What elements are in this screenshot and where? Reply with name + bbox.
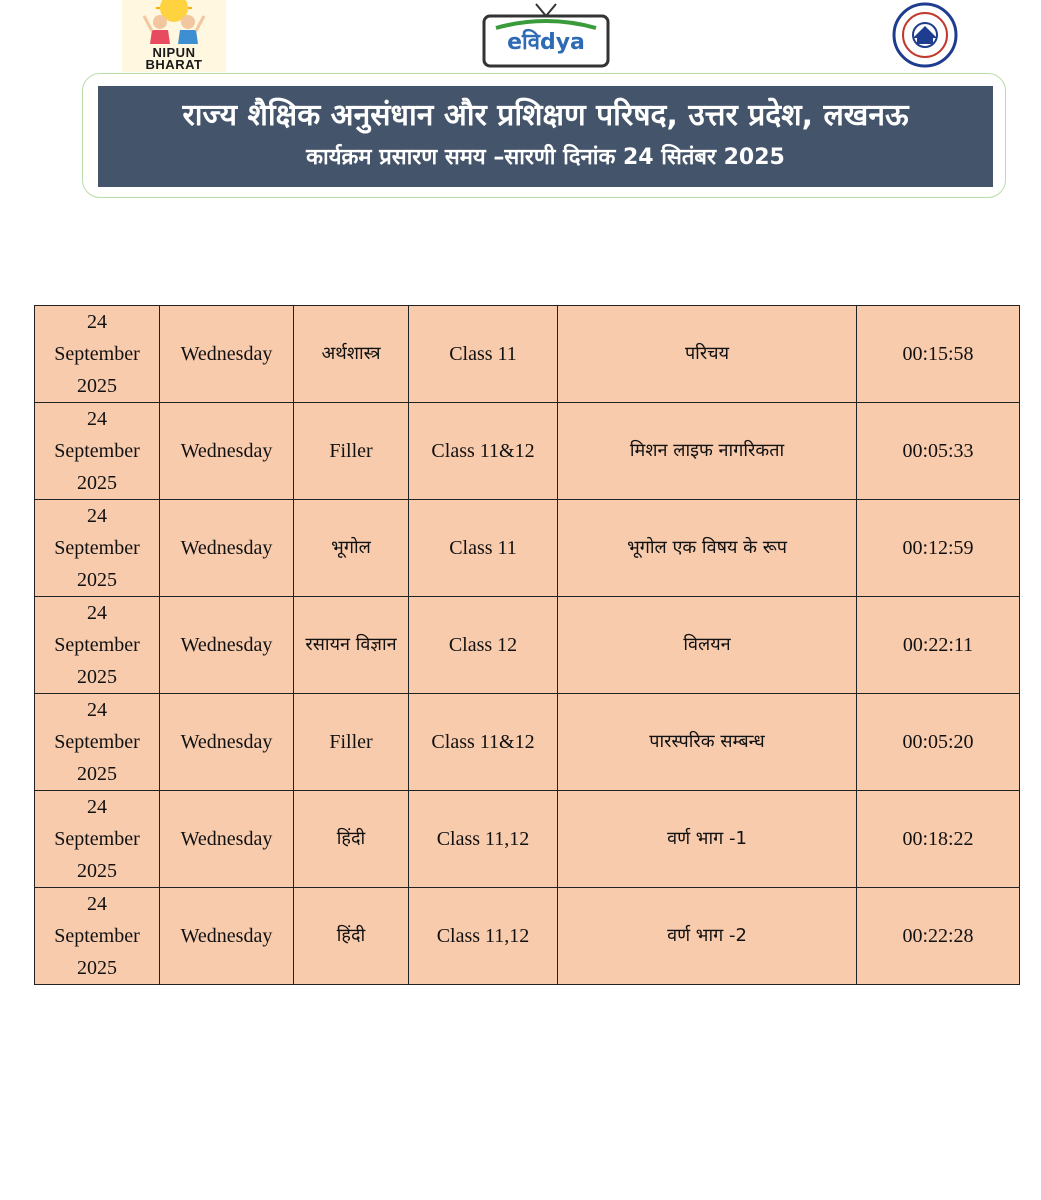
date-cell	[35, 500, 160, 597]
date-day: 24	[87, 796, 107, 818]
topic-cell: वर्ण भाग -1	[558, 791, 857, 888]
subject-cell: भूगोल	[294, 500, 409, 597]
duration-cell: 00:15:58	[857, 306, 1020, 403]
weekday-cell: Wednesday	[160, 888, 294, 985]
date-cell	[35, 888, 160, 985]
date-day: 24	[87, 311, 107, 333]
class-cell: Class 11	[409, 500, 558, 597]
date-month: September	[54, 634, 140, 656]
date-year: 2025	[77, 860, 117, 882]
topic-cell: वर्ण भाग -2	[558, 888, 857, 985]
weekday-cell: Wednesday	[160, 694, 294, 791]
table-row	[35, 500, 1020, 597]
table-row	[35, 306, 1020, 403]
duration-cell: 00:22:28	[857, 888, 1020, 985]
date-month: September	[54, 925, 140, 947]
date-day: 24	[87, 505, 107, 527]
class-cell: Class 11,12	[409, 888, 558, 985]
header-banner	[98, 86, 993, 187]
schedule-table-body	[35, 306, 1020, 985]
topic-cell: विलयन	[558, 597, 857, 694]
scert-seal-icon	[872, 2, 978, 68]
date-day: 24	[87, 893, 107, 915]
topic-cell: पारस्परिक सम्बन्ध	[558, 694, 857, 791]
date-cell	[35, 306, 160, 403]
date-year: 2025	[77, 375, 117, 397]
date-year: 2025	[77, 763, 117, 785]
topic-cell: मिशन लाइफ नागरिकता	[558, 403, 857, 500]
date-day: 24	[87, 602, 107, 624]
weekday-cell: Wednesday	[160, 306, 294, 403]
duration-cell: 00:05:20	[857, 694, 1020, 791]
date-year: 2025	[77, 472, 117, 494]
date-cell	[35, 791, 160, 888]
table-row	[35, 791, 1020, 888]
evidya-logo	[480, 0, 612, 72]
class-cell: Class 11	[409, 306, 558, 403]
weekday-cell: Wednesday	[160, 403, 294, 500]
date-month: September	[54, 343, 140, 365]
date-month: September	[54, 537, 140, 559]
schedule-table	[34, 305, 1020, 985]
subject-cell: Filler	[294, 694, 409, 791]
subject-cell: हिंदी	[294, 791, 409, 888]
scert-seal-logo	[872, 2, 978, 68]
topic-cell: भूगोल एक विषय के रूप	[558, 500, 857, 597]
class-cell: Class 11&12	[409, 403, 558, 500]
weekday-cell: Wednesday	[160, 791, 294, 888]
date-cell	[35, 597, 160, 694]
evidya-logo-text: eविdya	[507, 30, 585, 55]
duration-cell: 00:18:22	[857, 791, 1020, 888]
subject-cell: हिंदी	[294, 888, 409, 985]
class-cell: Class 11,12	[409, 791, 558, 888]
duration-cell: 00:22:11	[857, 597, 1020, 694]
duration-cell: 00:05:33	[857, 403, 1020, 500]
nipun-logo-text: NIPUN	[152, 45, 196, 60]
table-row	[35, 694, 1020, 791]
bharat-logo-text: BHARAT	[145, 57, 203, 72]
date-year: 2025	[77, 569, 117, 591]
subject-cell: अर्थशास्त्र	[294, 306, 409, 403]
date-cell	[35, 694, 160, 791]
weekday-cell: Wednesday	[160, 500, 294, 597]
date-month: September	[54, 440, 140, 462]
subject-cell: Filler	[294, 403, 409, 500]
date-day: 24	[87, 408, 107, 430]
subject-cell: रसायन विज्ञान	[294, 597, 409, 694]
date-cell	[35, 403, 160, 500]
table-row	[35, 888, 1020, 985]
table-row	[35, 403, 1020, 500]
table-row	[35, 597, 1020, 694]
class-cell: Class 11&12	[409, 694, 558, 791]
date-year: 2025	[77, 957, 117, 979]
class-cell: Class 12	[409, 597, 558, 694]
duration-cell: 00:12:59	[857, 500, 1020, 597]
date-month: September	[54, 828, 140, 850]
date-year: 2025	[77, 666, 117, 688]
topic-cell: परिचय	[558, 306, 857, 403]
page-subtitle: कार्यक्रम प्रसारण समय –सारणी दिनांक 24 सितंबर 2025	[306, 145, 785, 170]
page-title: राज्य शैक्षिक अनुसंधान और प्रशिक्षण परिषद, उत्तर प्रदेश, लखनऊ	[182, 98, 909, 133]
date-month: September	[54, 731, 140, 753]
nipun-bharat-logo	[122, 0, 226, 72]
date-day: 24	[87, 699, 107, 721]
weekday-cell: Wednesday	[160, 597, 294, 694]
